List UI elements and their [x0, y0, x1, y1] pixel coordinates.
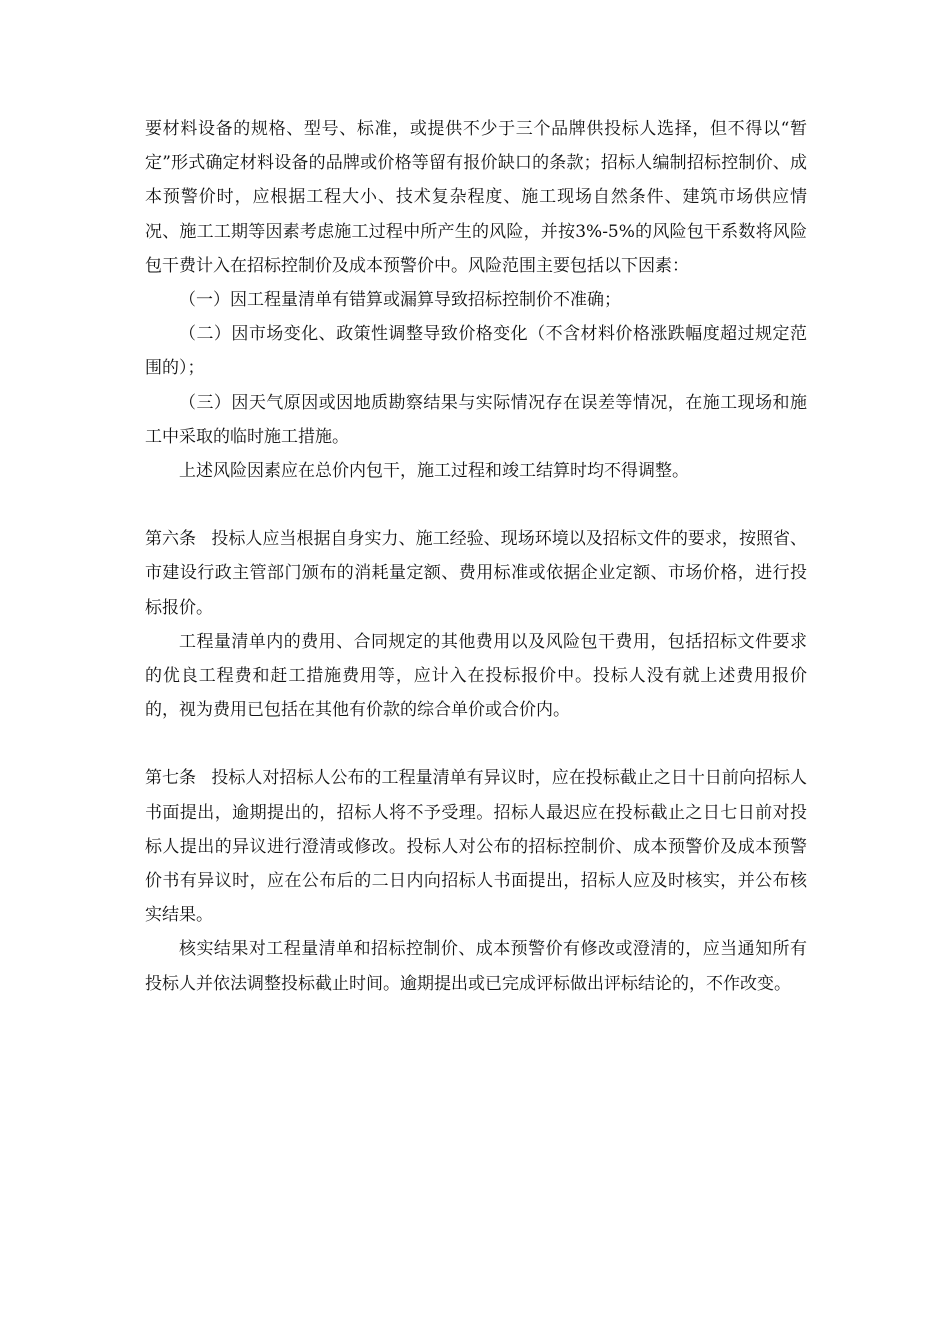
article-7-paragraph-2: 核实结果对工程量清单和招标控制价、成本预警价有修改或澄清的，应当通知所有投标人并依法调整投标截止时间。逾期提出或已完成评标做出评标结论的，不作改变。: [145, 939, 807, 994]
article-7-number: 第七条: [145, 768, 197, 789]
article-7-text: 投标人对招标人公布的工程量清单有异议时，应在投标截止之日十日前向招标人书面提出，逾期提出的，招标人将不予受理。招标人最迟应在投标截止之日七日前对投标人提出的异议进行澄清或修改。投标人对公布的招标控制价、成本预警价及成本预警价书有异议时，应在公布后的二日内向招标人书面提出，招标人应及时核实，并公布核实结果。: [145, 768, 808, 926]
risk-conclusion: 上述风险因素应在总价内包干，施工过程和竣工结算时均不得调整。: [179, 461, 689, 482]
intro-paragraph: 要材料设备的规格、型号、标准，或提供不少于三个品牌供投标人选择，但不得以“暂定”形式确定材料设备的品牌或价格等留有报价缺口的条款；招标人编制招标控制价、成本预警价时，应根据工程大小、技术复杂程度、施工现场自然条件、建筑市场供应情况、施工工期等因素考虑施工过程中所产生的风险，并按3%-5%的风险包干系数将风险包干费计入在招标控制价及成本预警价中。风险范围主要包括以下因素：: [145, 119, 807, 276]
document-page: [145, 112, 807, 1001]
article-6-paragraph-2: 工程量清单内的费用、合同规定的其他费用以及风险包干费用，包括招标文件要求的优良工程费和赶工措施费用等，应计入在投标报价中。投标人没有就上述费用报价的，视为费用已包括在其他有价款的综合单价或合价内。: [145, 631, 807, 721]
article-6-text: 投标人应当根据自身实力、施工经验、现场环境以及招标文件的要求，按照省、市建设行政主管部门颁布的消耗量定额、费用标准或依据企业定额、市场价格，进行投标报价。: [145, 529, 808, 618]
article-7-paragraph: [145, 761, 807, 932]
article-6-number: 第六条: [145, 529, 197, 550]
risk-item-3: （三）因天气原因或因地质勘察结果与实际情况存在误差等情况，在施工现场和施工中采取的临时施工措施。: [145, 392, 807, 447]
risk-item-1: （一）因工程量清单有错算或漏算导致招标控制价不准确；: [179, 290, 621, 311]
article-6-paragraph: [145, 522, 807, 625]
risk-item-2: （二）因市场变化、政策性调整导致价格变化（不含材料价格涨跌幅度超过规定范围的）；: [145, 324, 807, 379]
